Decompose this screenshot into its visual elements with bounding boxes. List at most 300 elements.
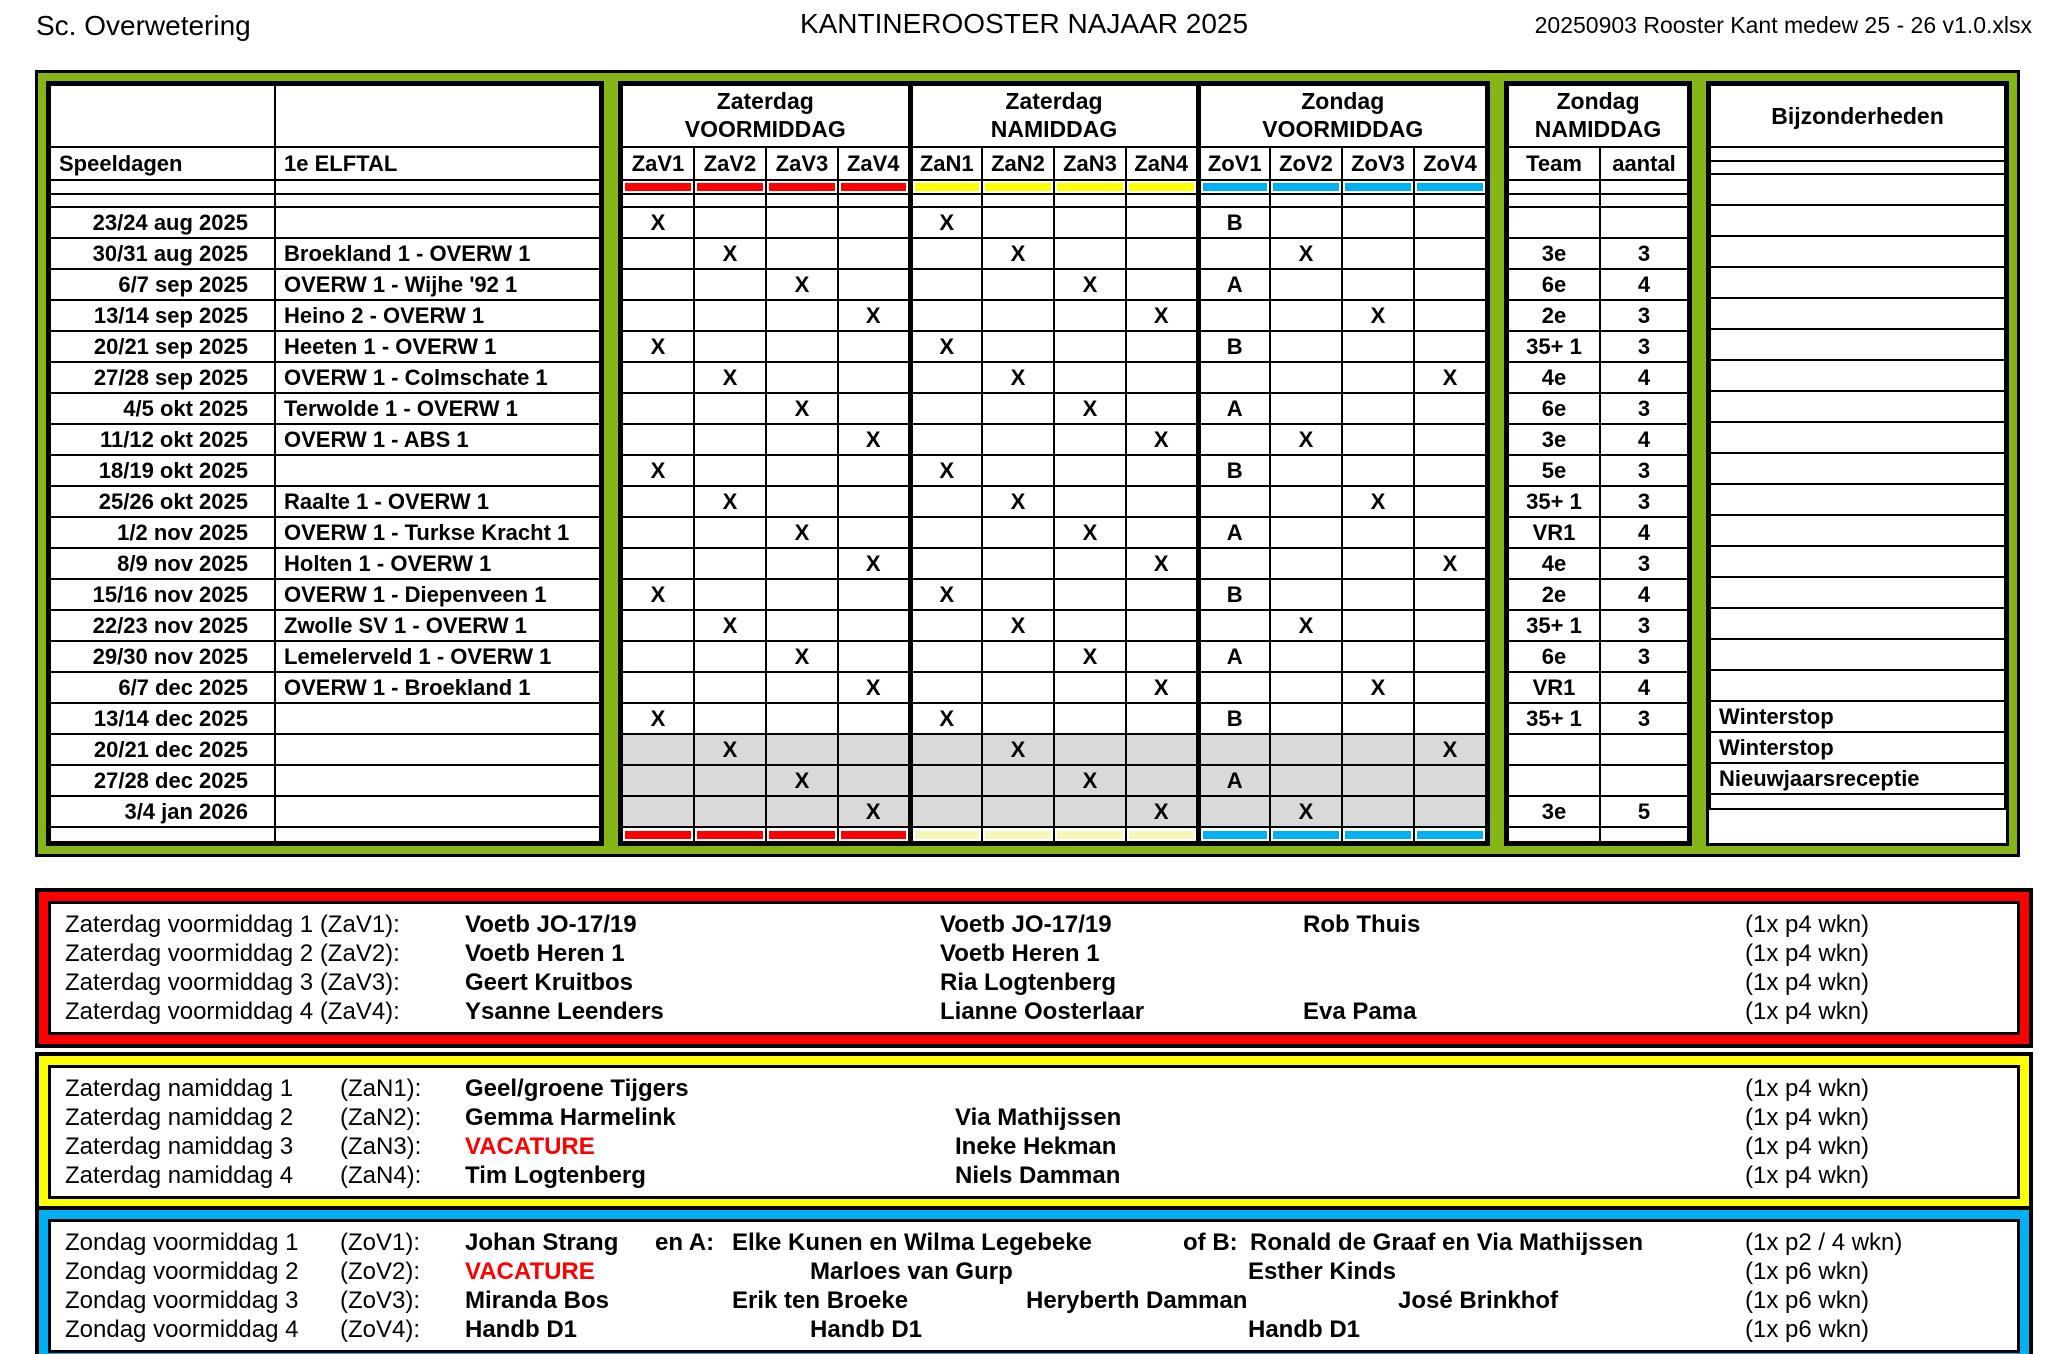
legend-name: Lianne Oosterlaar: [940, 998, 1145, 1025]
group-header-line: NAMIDDAG: [990, 116, 1118, 142]
legend-frequency-note: (1x p4 wkn): [1745, 1075, 1870, 1102]
color-bar: [838, 180, 910, 194]
bijzonderheden-cell: [1710, 608, 2005, 639]
legend-name: Handb D1: [465, 1316, 578, 1343]
shift-cell: X: [982, 610, 1054, 641]
shift-cell: [1054, 207, 1126, 238]
spacer-cell: [1054, 194, 1126, 207]
shift-cell: [982, 300, 1054, 331]
legend-code: (ZoV1):: [340, 1229, 421, 1256]
shift-cell: [1270, 765, 1342, 796]
date-cell: 23/24 aug 2025: [50, 207, 275, 238]
shift-cell: [1054, 796, 1126, 827]
shift-cell: [1270, 548, 1342, 579]
legend-code: (ZaN4):: [340, 1162, 422, 1189]
legend-name: Voetb JO-17/19: [465, 911, 637, 938]
shift-col-header: ZaN2: [982, 147, 1054, 180]
legend-label: Zondag voormiddag 1: [65, 1229, 299, 1256]
legend-frequency-note: (1x p2 / 4 wkn): [1745, 1229, 1903, 1256]
shift-cell: X: [1270, 424, 1342, 455]
legend-name: Marloes van Gurp: [810, 1258, 1013, 1285]
group-header: [622, 85, 910, 147]
aantal-cell: [1600, 207, 1688, 238]
shift-cell: [694, 331, 766, 362]
shift-cell: [1198, 610, 1270, 641]
shift-cell: X: [1414, 734, 1486, 765]
schedule-block-zondag-namiddag: [1504, 81, 1692, 846]
shift-cell: [1342, 548, 1414, 579]
legend-name: Ria Logtenberg: [940, 969, 1117, 996]
match-cell: Lemelerveld 1 - OVERW 1: [275, 641, 600, 672]
shift-cell: [766, 703, 838, 734]
shift-cell: B: [1198, 207, 1270, 238]
color-bar-fill: [985, 831, 1051, 839]
date-cell: 8/9 nov 2025: [50, 548, 275, 579]
shift-cell: [622, 393, 694, 424]
shift-cell: [982, 765, 1054, 796]
legend-name: Voetb Heren 1: [465, 940, 625, 967]
shift-cell: [694, 703, 766, 734]
shift-cell: [622, 641, 694, 672]
shift-cell: [838, 455, 910, 486]
aantal-cell: 3: [1600, 331, 1688, 362]
team-cell: 4e: [1508, 548, 1600, 579]
shift-cell: X: [838, 796, 910, 827]
legend-name: Tim Logtenberg: [465, 1162, 646, 1189]
legend-name: Erik ten Broeke: [732, 1287, 909, 1314]
aantal-cell: 3: [1600, 455, 1688, 486]
shift-cell: [1414, 269, 1486, 300]
spacer-cell: [1508, 194, 1600, 207]
date-cell: 25/26 okt 2025: [50, 486, 275, 517]
legend-frequency-note: (1x p4 wkn): [1745, 1133, 1870, 1160]
shift-cell: [1342, 734, 1414, 765]
shift-cell: [694, 424, 766, 455]
legend-name: Esther Kinds: [1248, 1258, 1397, 1285]
group-header-line: Zondag: [1301, 88, 1385, 115]
legend-name: Miranda Bos: [465, 1287, 610, 1314]
color-bar-fill: [1417, 831, 1483, 839]
team-cell: [1508, 765, 1600, 796]
shift-cell: X: [766, 517, 838, 548]
shift-cell: [1342, 765, 1414, 796]
shift-col-header: ZoV2: [1270, 147, 1342, 180]
shift-cell: X: [1414, 362, 1486, 393]
shift-cell: [1414, 703, 1486, 734]
match-cell: Broekland 1 - OVERW 1: [275, 238, 600, 269]
shift-cell: [1342, 269, 1414, 300]
header-blank-cell: [275, 85, 600, 147]
shift-cell: [694, 393, 766, 424]
legend-row: [65, 939, 2017, 968]
shift-cell: [910, 393, 982, 424]
bijzonderheden-cell: [1710, 670, 2005, 701]
shift-cell: X: [694, 610, 766, 641]
shifts-table: [621, 84, 1487, 843]
shift-col-header: ZaN1: [910, 147, 982, 180]
match-cell: [275, 207, 600, 238]
shift-cell: [982, 548, 1054, 579]
legend-content-zan: [48, 1065, 2020, 1199]
shift-cell: [1342, 393, 1414, 424]
shift-cell: X: [982, 238, 1054, 269]
spacer-cell: [275, 194, 600, 207]
shift-cell: [1054, 362, 1126, 393]
team-cell: 6e: [1508, 269, 1600, 300]
legend-code: (ZoV4):: [340, 1316, 421, 1343]
spacer-cell: [1126, 194, 1198, 207]
spacer-cell: [622, 194, 694, 207]
bijzonderheden-cell: [1710, 577, 2005, 608]
shift-cell: [1126, 486, 1198, 517]
shift-cell: [1414, 517, 1486, 548]
shift-cell: [1270, 672, 1342, 703]
color-bar-fill: [769, 183, 835, 191]
shift-cell: X: [622, 579, 694, 610]
team-cell: 35+ 1: [1508, 703, 1600, 734]
aantal-header: aantal: [1600, 147, 1688, 180]
legend-label: Zaterdag voormiddag 1 (ZaV1):: [65, 911, 400, 938]
color-bar: [1198, 180, 1270, 194]
shift-cell: [1414, 765, 1486, 796]
bijzonderheden-cell: [1710, 546, 2005, 577]
color-bar-fill: [841, 183, 906, 191]
shift-cell: [766, 455, 838, 486]
shift-cell: [1342, 362, 1414, 393]
shift-cell: [622, 486, 694, 517]
shift-cell: X: [1126, 796, 1198, 827]
shift-cell: [910, 734, 982, 765]
shift-cell: X: [1054, 269, 1126, 300]
shift-cell: [838, 269, 910, 300]
speeldagen-header: Speeldagen: [50, 147, 275, 180]
shift-cell: [766, 486, 838, 517]
shift-cell: [1198, 238, 1270, 269]
shift-cell: [766, 331, 838, 362]
page-title: KANTINEROOSTER NAJAAR 2025: [799, 8, 1249, 39]
shift-cell: [910, 238, 982, 269]
color-bar: [1270, 180, 1342, 194]
shift-cell: [694, 269, 766, 300]
match-cell: Zwolle SV 1 - OVERW 1: [275, 610, 600, 641]
roster-table: [35, 70, 2020, 857]
shift-cell: [1414, 455, 1486, 486]
color-bar: [982, 827, 1054, 842]
shift-cell: [838, 238, 910, 269]
shift-cell: [1126, 703, 1198, 734]
shift-cell: X: [910, 455, 982, 486]
shift-cell: X: [766, 269, 838, 300]
shift-cell: A: [1198, 393, 1270, 424]
shift-cell: [1342, 579, 1414, 610]
color-bar: [982, 180, 1054, 194]
shift-col-header: ZaV4: [838, 147, 910, 180]
shift-cell: X: [622, 703, 694, 734]
shift-cell: [622, 269, 694, 300]
team-cell: VR1: [1508, 517, 1600, 548]
shift-cell: X: [910, 703, 982, 734]
shift-cell: [1414, 300, 1486, 331]
legend-box-zav: [35, 888, 2033, 1048]
shift-cell: [982, 207, 1054, 238]
legend-label: Zaterdag namiddag 2: [65, 1104, 294, 1131]
shift-cell: X: [694, 486, 766, 517]
legend-name: Voetb Heren 1: [940, 940, 1100, 967]
aantal-cell: 5: [1600, 796, 1688, 827]
spacer-cell: [1710, 794, 2005, 809]
shift-cell: X: [838, 672, 910, 703]
shift-cell: X: [910, 579, 982, 610]
shift-col-header: ZaV3: [766, 147, 838, 180]
shift-cell: [1198, 548, 1270, 579]
shift-cell: [1054, 331, 1126, 362]
shift-cell: [766, 672, 838, 703]
spacer-cell: [694, 194, 766, 207]
shift-cell: X: [1054, 393, 1126, 424]
shift-cell: X: [1054, 517, 1126, 548]
shift-cell: X: [982, 486, 1054, 517]
match-cell: Heeten 1 - OVERW 1: [275, 331, 600, 362]
shift-cell: [1054, 486, 1126, 517]
bijzonderheden-cell: [1710, 360, 2005, 391]
shift-cell: [910, 300, 982, 331]
color-bar: [1054, 827, 1126, 842]
legend-label: Zaterdag voormiddag 4 (ZaV4):: [65, 998, 400, 1025]
spacer-cell: [838, 194, 910, 207]
group-header-line: Zaterdag: [716, 88, 814, 115]
team-cell: VR1: [1508, 672, 1600, 703]
legend-frequency-note: (1x p4 wkn): [1745, 1162, 1870, 1189]
legend-row: [65, 968, 2017, 997]
shift-cell: [838, 362, 910, 393]
date-cell: 18/19 okt 2025: [50, 455, 275, 486]
team-cell: 35+ 1: [1508, 486, 1600, 517]
match-cell: Terwolde 1 - OVERW 1: [275, 393, 600, 424]
aantal-cell: 3: [1600, 300, 1688, 331]
shift-cell: [694, 548, 766, 579]
date-cell: 27/28 dec 2025: [50, 765, 275, 796]
legend-name: Ineke Hekman: [955, 1133, 1117, 1160]
legend-frequency-note: (1x p4 wkn): [1745, 940, 1870, 967]
color-bar-fill: [1203, 831, 1268, 839]
date-cell: 20/21 dec 2025: [50, 734, 275, 765]
spacer-cell: [1508, 827, 1600, 842]
shift-cell: [1126, 331, 1198, 362]
match-cell: [275, 734, 600, 765]
shift-cell: [910, 424, 982, 455]
match-cell: OVERW 1 - Diepenveen 1: [275, 579, 600, 610]
legend-name: Johan Strang: [465, 1229, 619, 1256]
aantal-cell: [1600, 734, 1688, 765]
shift-cell: [910, 548, 982, 579]
shift-cell: [982, 796, 1054, 827]
shift-cell: [1126, 641, 1198, 672]
shift-cell: [1270, 579, 1342, 610]
shift-cell: [622, 424, 694, 455]
shift-cell: B: [1198, 703, 1270, 734]
legend-frequency-note: (1x p6 wkn): [1745, 1258, 1870, 1285]
shift-cell: [838, 734, 910, 765]
shift-cell: X: [838, 424, 910, 455]
team-table: [1507, 84, 1689, 843]
legend-row: [65, 1103, 2017, 1132]
color-bar-fill: [1273, 183, 1339, 191]
aantal-cell: 3: [1600, 641, 1688, 672]
shift-cell: [622, 765, 694, 796]
shift-cell: [1126, 207, 1198, 238]
legend-name: José Brinkhof: [1398, 1287, 1559, 1314]
shift-cell: [1270, 207, 1342, 238]
shift-cell: X: [766, 393, 838, 424]
spacer-cell: [50, 827, 275, 842]
legend-frame-zov: [39, 1210, 2029, 1354]
shift-cell: [1054, 455, 1126, 486]
aantal-cell: [1600, 765, 1688, 796]
group-header-line: VOORMIDDAG: [1262, 116, 1424, 142]
group-header: [1198, 85, 1486, 147]
shift-cell: [838, 393, 910, 424]
spacer-cell: [275, 180, 600, 194]
date-cell: 30/31 aug 2025: [50, 238, 275, 269]
bijzonderheden-cell: [1710, 267, 2005, 298]
legend-row: [65, 1228, 2017, 1257]
shift-cell: [910, 641, 982, 672]
legend-vacature: VACATURE: [465, 1258, 595, 1285]
legend-box-zan: [35, 1052, 2033, 1212]
spacer-cell: [766, 194, 838, 207]
spacer-cell: [1270, 194, 1342, 207]
shift-cell: [1054, 300, 1126, 331]
color-bar: [1126, 827, 1198, 842]
shift-cell: [1270, 703, 1342, 734]
spacer-cell: [1600, 827, 1688, 842]
shift-cell: [1270, 517, 1342, 548]
shift-cell: B: [1198, 455, 1270, 486]
shift-cell: [838, 486, 910, 517]
shift-cell: X: [1126, 300, 1198, 331]
color-bar-fill: [697, 183, 763, 191]
shift-cell: [982, 269, 1054, 300]
shift-cell: [1342, 796, 1414, 827]
shift-cell: [1414, 641, 1486, 672]
legend-row: [65, 910, 2017, 939]
shift-cell: [1054, 734, 1126, 765]
spacer-cell: [1710, 147, 2005, 161]
shift-cell: [694, 517, 766, 548]
shift-cell: X: [622, 207, 694, 238]
shift-cell: X: [1414, 548, 1486, 579]
color-bar-fill: [769, 831, 835, 839]
shift-cell: A: [1198, 517, 1270, 548]
shift-cell: X: [838, 548, 910, 579]
shift-cell: [694, 641, 766, 672]
bijzonderheden-cell: [1710, 453, 2005, 484]
shift-cell: [1198, 362, 1270, 393]
match-cell: [275, 455, 600, 486]
legend-name: Ysanne Leenders: [465, 998, 664, 1025]
shift-cell: [766, 424, 838, 455]
shift-cell: [838, 641, 910, 672]
shift-cell: [766, 796, 838, 827]
team-cell: 3e: [1508, 796, 1600, 827]
spacer-cell: [1508, 180, 1600, 194]
match-cell: OVERW 1 - Broekland 1: [275, 672, 600, 703]
legend-label: Zaterdag voormiddag 2 (ZaV2):: [65, 940, 400, 967]
shift-cell: [1126, 393, 1198, 424]
shift-cell: X: [982, 734, 1054, 765]
legend-name: en A:: [655, 1229, 715, 1256]
color-bar-fill: [1203, 183, 1268, 191]
shift-cell: [694, 765, 766, 796]
legend-code: (ZaN2):: [340, 1104, 422, 1131]
shift-cell: [1126, 238, 1198, 269]
match-cell: Holten 1 - OVERW 1: [275, 548, 600, 579]
legend-label: Zondag voormiddag 4: [65, 1316, 299, 1343]
match-cell: Raalte 1 - OVERW 1: [275, 486, 600, 517]
color-bar-fill: [915, 831, 980, 839]
date-cell: 3/4 jan 2026: [50, 796, 275, 827]
bijzonderheden-cell: [1710, 422, 2005, 453]
shift-cell: [766, 610, 838, 641]
shift-cell: [622, 238, 694, 269]
legend-frequency-note: (1x p6 wkn): [1745, 1316, 1870, 1343]
team-cell: [1508, 207, 1600, 238]
shift-cell: [1414, 424, 1486, 455]
shift-cell: [622, 734, 694, 765]
spacer-cell: [1710, 161, 2005, 174]
color-bar: [1414, 180, 1486, 194]
shift-cell: [622, 362, 694, 393]
color-bar: [1054, 180, 1126, 194]
aantal-cell: 4: [1600, 424, 1688, 455]
shift-cell: X: [766, 765, 838, 796]
legend-name: Geel/groene Tijgers: [465, 1075, 689, 1102]
shift-cell: X: [838, 300, 910, 331]
shift-cell: X: [694, 238, 766, 269]
legend-frequency-note: (1x p4 wkn): [1745, 1104, 1870, 1131]
color-bar-fill: [1129, 183, 1194, 191]
match-cell: [275, 703, 600, 734]
shift-cell: [1198, 486, 1270, 517]
bijzonderheden-cell: [1710, 484, 2005, 515]
shift-cell: X: [622, 455, 694, 486]
bijzonderheden-cell: Winterstop: [1710, 732, 2005, 763]
date-cell: 20/21 sep 2025: [50, 331, 275, 362]
shift-cell: [910, 362, 982, 393]
shift-col-header: ZoV1: [1198, 147, 1270, 180]
shift-cell: X: [622, 331, 694, 362]
shift-cell: [1270, 393, 1342, 424]
color-bar-fill: [1057, 183, 1123, 191]
shift-cell: [982, 424, 1054, 455]
legend-label: Zondag voormiddag 3: [65, 1287, 299, 1314]
spacer-cell: [910, 194, 982, 207]
legend-frequency-note: (1x p6 wkn): [1745, 1287, 1870, 1314]
schedule-block-dates: [46, 81, 604, 846]
color-bar-fill: [1273, 831, 1339, 839]
legend-row: [65, 1315, 2017, 1344]
aantal-cell: 4: [1600, 362, 1688, 393]
legend-name: Geert Kruitbos: [465, 969, 634, 996]
file-name: 20250903 Rooster Kant medew 25 - 26 v1.0.xlsx: [1534, 12, 2032, 38]
team-cell: 2e: [1508, 300, 1600, 331]
color-bar-fill: [1417, 183, 1483, 191]
shift-cell: [1126, 610, 1198, 641]
shift-cell: [1270, 269, 1342, 300]
color-bar-fill: [1345, 831, 1411, 839]
color-bar-fill: [697, 831, 763, 839]
club-name: Sc. Overwetering: [36, 10, 251, 41]
